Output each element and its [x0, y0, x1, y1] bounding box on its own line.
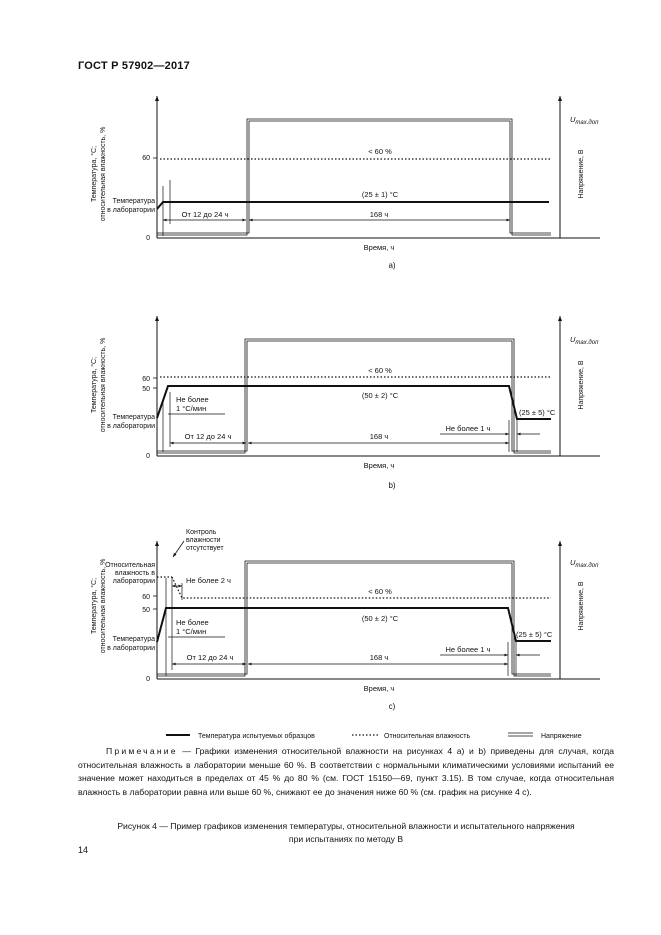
- plateau-temperature-label: (25 ± 1) °С: [361, 190, 399, 199]
- right-axis-label: Напряжение, В: [578, 149, 585, 199]
- page-number: 14: [78, 845, 89, 855]
- tick-label-60: 60: [142, 594, 150, 601]
- page-header-title: ГОСТ Р 57902—2017: [78, 60, 190, 72]
- cooldown-temperature-label: (25 ± 5) °С: [516, 630, 553, 639]
- chart-panel-a: [90, 96, 600, 270]
- lab-temperature-label: Температура: [112, 414, 155, 421]
- legend: [166, 732, 582, 740]
- tick-label-0: 0: [146, 235, 150, 242]
- note-label: Примечание: [106, 746, 178, 756]
- lab-temperature-label: Температура: [112, 198, 155, 205]
- lab-humidity-label: влажность в: [115, 570, 155, 577]
- interval-label: От 12 до 24 ч: [186, 653, 234, 662]
- tick-label-60: 60: [142, 376, 150, 383]
- plateau-temperature-label: (50 ± 2) °С: [361, 614, 399, 623]
- u-max-label: $U_{max.доп}$: [570, 335, 599, 346]
- caption-line: при испытаниях по методу В: [288, 833, 404, 844]
- tick-label-50: 50: [142, 386, 150, 393]
- tick-label-0: 0: [146, 676, 150, 683]
- humidity-control-label: отсутствует: [186, 545, 224, 552]
- interval-label: 168 ч: [369, 432, 389, 441]
- chart-panel-c: [90, 529, 600, 711]
- y-axis-label: относительная влажность, %: [100, 558, 107, 654]
- panel-label: a): [388, 261, 396, 270]
- y-axis-label: Температура, °С;: [91, 145, 98, 203]
- figure-caption: [78, 820, 614, 845]
- plateau-temperature-label: (50 ± 2) °С: [361, 391, 399, 400]
- y-axis-label: Температура, °С;: [91, 356, 98, 414]
- rate-label: 1 °С/мин: [176, 404, 207, 413]
- lab-temperature-label: в лаборатории: [107, 645, 155, 652]
- interval-label: 168 ч: [369, 210, 389, 219]
- panel-label: b): [388, 481, 396, 490]
- rate-label: Не более: [176, 395, 209, 404]
- cooldown-label: Не более 1 ч: [445, 424, 491, 433]
- legend-temperature-label: Температура испытуемых образцов: [198, 733, 315, 740]
- humidity-control-pointer: [173, 541, 184, 557]
- x-axis-label: Время, ч: [363, 243, 395, 252]
- y-axis-label: относительная влажность, %: [100, 337, 107, 433]
- u-max-label: $U_{max.доп}$: [570, 558, 599, 569]
- tick-label-0: 0: [146, 453, 150, 460]
- temperature-line: [157, 202, 549, 209]
- x-axis-label: Время, ч: [363, 461, 395, 470]
- x-axis-label: Время, ч: [363, 684, 395, 693]
- humidity-drop-label: Не более 2 ч: [186, 576, 231, 585]
- lab-temperature-label: Температура: [112, 636, 155, 643]
- legend-voltage-label: Напряжение: [541, 733, 582, 740]
- right-axis-label: Напряжение, В: [578, 360, 585, 410]
- rate-label: 1 °С/мин: [176, 627, 207, 636]
- note-text: — Графики изменения относительной влажности на рисунках 4 a) и b) приведены для случая, когда относительная влажность в лаборатории меньше 60 %. В соответствии с нормальными климатическими условиями испытаний ее значение может находиться в пределах от 45 % до 80 % (см. ГОСТ 15150—69, пункт 3.15). В том случае, когда относительная влажность в лаборатории равна или выше 60 %, снижают ее до значения ниже 60 % (см. график на рисунке 4 c).: [78, 746, 614, 797]
- y-axis-label: Температура, °С;: [91, 577, 98, 635]
- figure-note: [78, 745, 614, 799]
- interval-label: 168 ч: [369, 653, 389, 662]
- humidity-label: < 60 %: [368, 366, 392, 375]
- y-axis-label: относительная влажность, %: [100, 126, 107, 222]
- humidity-control-label: влажности: [186, 537, 221, 544]
- lab-humidity-label: Относительная: [105, 562, 155, 569]
- humidity-label: < 60 %: [368, 587, 392, 596]
- interval-label: От 12 до 24 ч: [184, 432, 232, 441]
- lab-humidity-label: лаборатории: [112, 578, 155, 585]
- legend-humidity-label: Относительная влажность: [384, 733, 471, 740]
- caption-line: Рисунок 4 — Пример графиков изменения температуры, относительной влажности и испытательного напряжения: [117, 821, 575, 831]
- interval-label: От 12 до 24 ч: [181, 210, 229, 219]
- cooldown-temperature-label: (25 ± 5) °С: [519, 408, 556, 417]
- humidity-label: < 60 %: [368, 147, 392, 156]
- right-axis-label: Напряжение, В: [578, 581, 585, 631]
- u-max-label: $U_{max.доп}$: [570, 115, 599, 126]
- lab-temperature-label: в лаборатории: [107, 423, 155, 430]
- chart-panel-b: [90, 316, 600, 490]
- lab-temperature-label: в лаборатории: [107, 207, 155, 214]
- cooldown-label: Не более 1 ч: [445, 645, 491, 654]
- panel-label: c): [388, 702, 396, 711]
- rate-label: Не более: [176, 618, 209, 627]
- tick-label-60: 60: [142, 155, 150, 162]
- tick-label-50: 50: [142, 607, 150, 614]
- humidity-control-label: Контроль: [186, 529, 217, 536]
